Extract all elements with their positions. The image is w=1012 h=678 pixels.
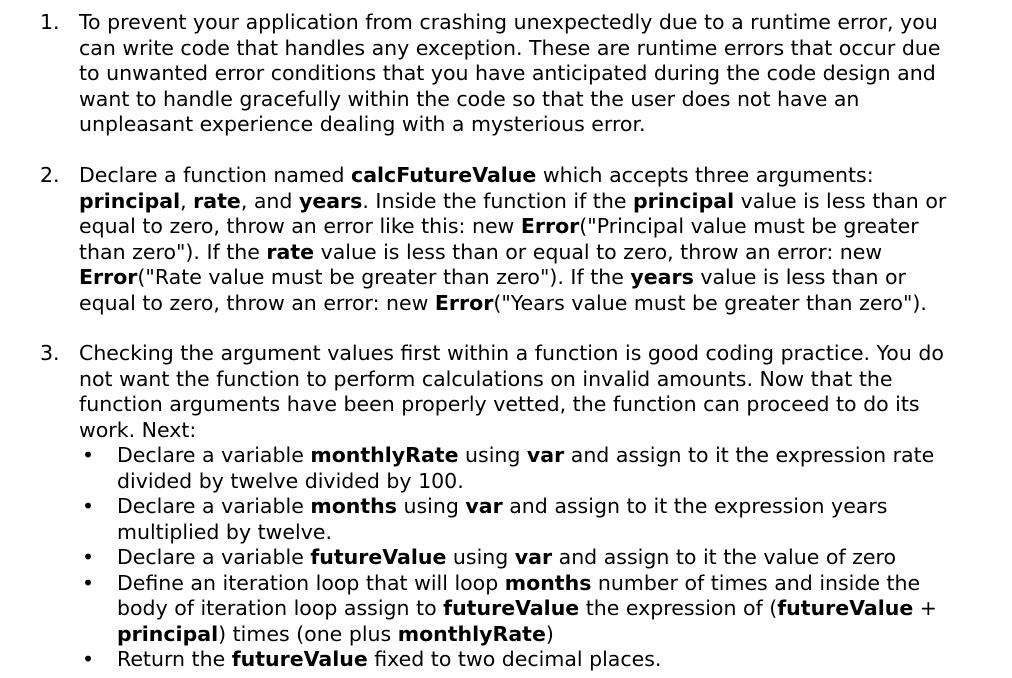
text-run: than zero"). If the (79, 239, 267, 264)
text-run: value is less than or (693, 265, 906, 289)
text-run: using (458, 443, 527, 467)
text-run: multiplied by twelve. (117, 519, 332, 544)
text-line (79, 163, 997, 189)
item-paragraph (79, 341, 997, 443)
bold-term: principal (117, 621, 219, 646)
text-run: Define an iteration loop that will loop (117, 570, 505, 595)
bullet-dot: • (82, 494, 95, 518)
bold-term: Error (79, 265, 138, 289)
bold-term: var (465, 494, 503, 518)
text-run: + (913, 596, 937, 620)
bullet-dot: • (82, 647, 95, 671)
text-run: and assign to it the value of zero (552, 545, 897, 569)
bullet-item (0, 545, 1012, 571)
text-run: Return the (117, 647, 232, 671)
text-run: number of times and inside the (591, 570, 921, 595)
text-run: Declare a function named (79, 163, 352, 187)
text-run: using (446, 545, 515, 569)
text-run: Checking the argument values first within a function is good coding practice. You do (79, 341, 944, 365)
bullet-dot: • (82, 570, 95, 595)
text-run: ) times (one plus (218, 621, 398, 646)
text-run: ("Principal value must be greater (579, 214, 919, 238)
text-line (117, 469, 1012, 495)
text-line (79, 189, 997, 215)
text-run: value is less than or equal to zero, throw an error: new (314, 239, 883, 264)
bullet-text (117, 647, 1012, 673)
text-line (79, 36, 997, 62)
bold-term: futureValue (231, 647, 368, 671)
bullet-dot: • (82, 443, 95, 467)
item-number: 1. (40, 10, 60, 34)
text-line (79, 61, 997, 87)
text-run: unpleasant experience dealing with a mysterious error. (79, 112, 646, 136)
bold-term: months (504, 570, 592, 595)
text-line (79, 291, 997, 317)
bold-term: monthlyRate (397, 621, 546, 646)
text-line (79, 10, 997, 36)
text-line (79, 214, 997, 240)
text-run: , (180, 188, 194, 213)
item-number: 3. (40, 341, 60, 365)
text-line (117, 494, 1012, 520)
bullet-item (0, 494, 1012, 545)
bullet-item (0, 571, 1012, 648)
bold-term: futureValue (310, 545, 447, 569)
text-run: equal to zero, throw an error: new (79, 290, 435, 315)
bold-term: principal (632, 188, 735, 213)
text-run: To prevent your application from crashing unexpectedly due to a runtime error, you (79, 10, 938, 34)
bold-term: rate (266, 239, 315, 264)
bullet-list (0, 443, 1012, 673)
text-line (79, 392, 997, 418)
text-run: body of iteration loop assign to (117, 596, 444, 620)
item-paragraph (79, 163, 997, 316)
text-line (117, 647, 1012, 673)
bullet-dot: • (82, 545, 95, 569)
text-run: fixed to two decimal places. (367, 647, 662, 671)
text-run: value is less than or (734, 188, 947, 213)
text-run: Declare a variable (117, 545, 311, 569)
text-run: Declare a variable (117, 494, 311, 518)
bold-term: Error (434, 290, 494, 315)
text-run: work. Next: (79, 417, 197, 442)
text-run: and assign to it the expression rate (564, 443, 935, 467)
bullet-text (117, 494, 1012, 545)
text-run: . Inside the function if the (362, 188, 633, 213)
text-run: the expression of ( (579, 596, 778, 620)
bold-term: rate (193, 188, 241, 213)
text-line (117, 520, 1012, 546)
text-run: function arguments have been properly vetted, the function can proceed to do its (79, 392, 920, 416)
text-line (79, 367, 997, 393)
bold-term: futureValue (443, 596, 580, 620)
text-run: equal to zero, throw an error like this: new (79, 214, 521, 238)
bullet-text (117, 443, 1012, 494)
text-line (79, 418, 997, 444)
text-run: ("Years value must be greater than zero"). (493, 290, 927, 315)
text-run: which accepts three arguments: (536, 163, 874, 187)
bullet-item (0, 443, 1012, 494)
text-run: ) (545, 621, 554, 646)
bold-term: var (514, 545, 553, 569)
bold-term: monthlyRate (310, 443, 459, 467)
text-line (79, 112, 997, 138)
text-run: using (396, 494, 466, 518)
text-run: ("Rate value must be greater than zero"). If the (137, 265, 631, 289)
text-run: Declare a variable (117, 443, 311, 467)
bold-term: months (310, 494, 397, 518)
text-line (117, 443, 1012, 469)
bold-term: futureValue (777, 596, 914, 620)
bold-term: var (526, 443, 565, 467)
item-paragraph (79, 10, 997, 138)
text-run: , and (240, 188, 299, 213)
text-line (79, 240, 997, 266)
text-run: to unwanted error conditions that you have anticipated during the code design and (79, 61, 936, 85)
bullet-text (117, 545, 1012, 571)
bold-term: Error (520, 214, 580, 238)
text-line (117, 545, 1012, 571)
bold-term: years (298, 188, 363, 213)
text-line (79, 87, 997, 113)
text-line (117, 622, 1012, 648)
bold-term: principal (79, 188, 181, 213)
text-line (79, 265, 997, 291)
bullet-item (0, 647, 1012, 673)
bullet-text (117, 571, 1012, 648)
text-run: divided by twelve divided by 100. (117, 468, 464, 493)
bold-term: calcFutureValue (351, 163, 537, 187)
text-run: want to handle gracefully within the code so that the user does not have an (79, 86, 860, 111)
text-run: not want the function to perform calculations on invalid amounts. Now that the (79, 366, 893, 391)
text-run: and assign to it the expression years (502, 494, 888, 518)
text-run: can write code that handles any exception. These are runtime errors that occur due (79, 35, 941, 60)
bold-term: years (630, 265, 694, 289)
text-line (79, 341, 997, 367)
text-line (117, 596, 1012, 622)
item-number: 2. (40, 163, 60, 187)
text-line (117, 571, 1012, 597)
